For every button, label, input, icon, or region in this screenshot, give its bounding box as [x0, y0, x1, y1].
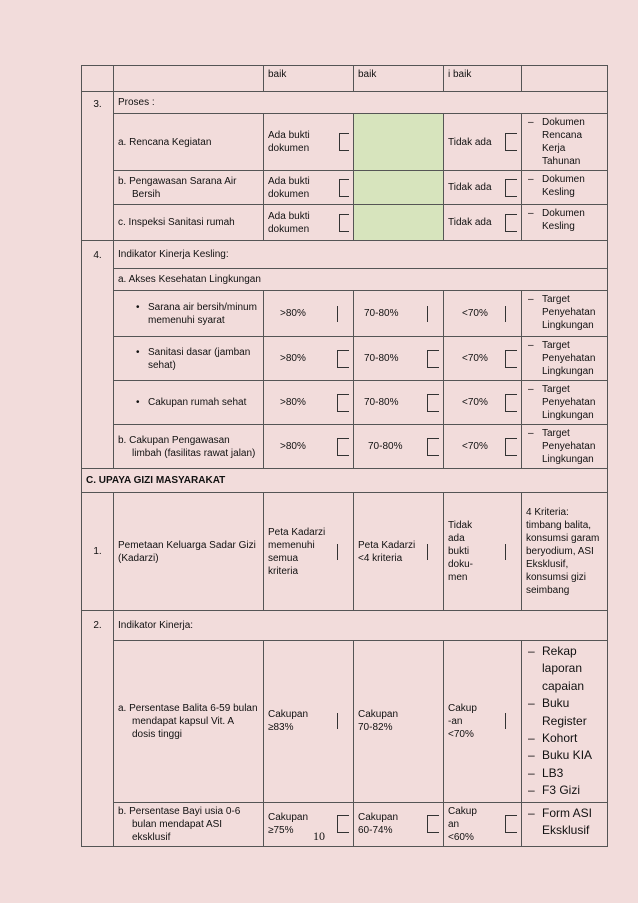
- criteria-label: • Sanitasi dasar (jamban sehat): [114, 337, 264, 381]
- checkbox-icon: [505, 133, 517, 151]
- score-good: >80%: [264, 425, 354, 469]
- score-mid: [354, 114, 444, 171]
- checkbox-icon: [505, 394, 517, 412]
- table-row: [82, 611, 608, 641]
- score-mid: Cakupan 60-74%: [354, 802, 444, 846]
- score-good: Ada bukti dokumen: [264, 205, 354, 241]
- table-row: [82, 114, 608, 171]
- reference: – Form ASI Eksklusif: [522, 802, 608, 846]
- score-bad: Tidak ada: [444, 205, 522, 241]
- score-mid: Cakupan 70-82%: [354, 641, 444, 803]
- reference: – Target Penyehatan Lingkungan: [522, 337, 608, 381]
- checkbox-icon: [505, 214, 517, 232]
- score-mid: [354, 171, 444, 205]
- table-row: [82, 241, 608, 269]
- row-number: 1.: [82, 493, 114, 611]
- score-bad: Tidak ada: [444, 114, 522, 171]
- table-row: [82, 469, 608, 493]
- score-bad: Tidak ada bukti doku-men: [444, 493, 522, 611]
- score-good: Cakupan ≥83%: [264, 641, 354, 803]
- checkbox-icon: [337, 713, 349, 729]
- table-row: [82, 425, 608, 469]
- score-good: Ada bukti dokumen: [264, 114, 354, 171]
- score-mid: 70-80%: [354, 425, 444, 469]
- criteria-label: c. Inspeksi Sanitasi rumah: [114, 205, 264, 241]
- checkbox-icon: [505, 306, 517, 322]
- score-good: >80%: [264, 381, 354, 425]
- checkbox-icon: [427, 544, 439, 560]
- score-bad: Tidak ada: [444, 171, 522, 205]
- table-cell: baik: [354, 66, 444, 92]
- criteria-label: • Cakupan rumah sehat: [114, 381, 264, 425]
- score-good: >80%: [264, 291, 354, 337]
- checkbox-icon: [339, 214, 349, 232]
- reference: – Dokumen Kesling: [522, 205, 608, 241]
- score-bad: Cakup -an <70%: [444, 641, 522, 803]
- checkbox-icon: [337, 438, 349, 456]
- checkbox-icon: [427, 306, 439, 322]
- score-mid: 70-80%: [354, 381, 444, 425]
- checkbox-icon: [427, 350, 439, 368]
- criteria-label: a. Persentase Balita 6-59 bulan mendapat kapsul Vit. A dosis tinggi: [114, 641, 264, 803]
- criteria-label: Pemetaan Keluarga Sadar Gizi (Kadarzi): [114, 493, 264, 611]
- checkbox-icon: [339, 133, 349, 151]
- score-bad: <70%: [444, 425, 522, 469]
- table-row: [82, 337, 608, 381]
- checkbox-icon: [505, 713, 517, 729]
- criteria-label: • Sarana air bersih/minum memenuhi syarat: [114, 291, 264, 337]
- checkbox-icon: [339, 179, 349, 197]
- table-row: [82, 171, 608, 205]
- checkbox-icon: [505, 438, 517, 456]
- checkbox-icon: [505, 544, 517, 560]
- checkbox-icon: [337, 306, 349, 322]
- table-cell: i baik: [444, 66, 522, 92]
- checkbox-icon: [505, 179, 517, 197]
- criteria-label: b. Persentase Bayi usia 0-6 bulan mendapat ASI eksklusif: [114, 802, 264, 846]
- score-bad: <70%: [444, 337, 522, 381]
- reference: 4 Kriteria: timbang balita, konsumsi garam beryodium, ASI Eksklusif, konsumsi gizi seimbang: [522, 493, 608, 611]
- row-number: 4.: [82, 241, 114, 469]
- checkbox-icon: [337, 544, 349, 560]
- reference: – Target Penyehatan Lingkungan: [522, 381, 608, 425]
- table-cell: baik: [264, 66, 354, 92]
- reference: – Target Penyehatan Lingkungan: [522, 425, 608, 469]
- checkbox-icon: [427, 438, 439, 456]
- row-number: 2.: [82, 611, 114, 847]
- row-title: Indikator Kinerja:: [114, 611, 608, 641]
- score-mid: [354, 205, 444, 241]
- checkbox-icon: [337, 394, 349, 412]
- score-mid: 70-80%: [354, 337, 444, 381]
- section-heading: C. UPAYA GIZI MASYARAKAT: [82, 469, 608, 493]
- page-number: 10: [313, 829, 325, 843]
- score-mid: Peta Kadarzi <4 kriteria: [354, 493, 444, 611]
- score-good: >80%: [264, 337, 354, 381]
- table-row: [82, 66, 608, 92]
- row-title: Indikator Kinerja Kesling:: [114, 241, 608, 269]
- table-row: [82, 205, 608, 241]
- score-good: Peta Kadarzi memenuhi semua kriteria: [264, 493, 354, 611]
- score-good: Cakupan ≥75%: [264, 802, 354, 846]
- row-title: Proses :: [114, 92, 608, 114]
- table-row: [82, 92, 608, 114]
- row-number: 3.: [82, 92, 114, 241]
- score-bad: Cakup an <60%: [444, 802, 522, 846]
- table-row: [82, 381, 608, 425]
- score-mid: 70-80%: [354, 291, 444, 337]
- checkbox-icon: [427, 394, 439, 412]
- table-row: [82, 493, 608, 611]
- reference: – Dokumen Kesling: [522, 171, 608, 205]
- reference: – Rekap laporan capaian – Buku Register – Kohort – Buku KIA – LB3 – F3 Gizi: [522, 641, 608, 803]
- score-bad: <70%: [444, 381, 522, 425]
- checkbox-icon: [505, 350, 517, 368]
- assessment-table: [81, 65, 608, 847]
- score-bad: <70%: [444, 291, 522, 337]
- criteria-label: b. Pengawasan Sarana Air Bersih: [114, 171, 264, 205]
- sub-title: a. Akses Kesehatan Lingkungan: [114, 269, 608, 291]
- criteria-label: b. Cakupan Pengawasan limbah (fasilitas rawat jalan): [114, 425, 264, 469]
- table-row: [82, 291, 608, 337]
- reference: – Dokumen Rencana Kerja Tahunan: [522, 114, 608, 171]
- score-good: Ada bukti dokumen: [264, 171, 354, 205]
- table-row: [82, 269, 608, 291]
- criteria-label: a. Rencana Kegiatan: [114, 114, 264, 171]
- reference: – Target Penyehatan Lingkungan: [522, 291, 608, 337]
- table-row: [82, 641, 608, 803]
- checkbox-icon: [337, 350, 349, 368]
